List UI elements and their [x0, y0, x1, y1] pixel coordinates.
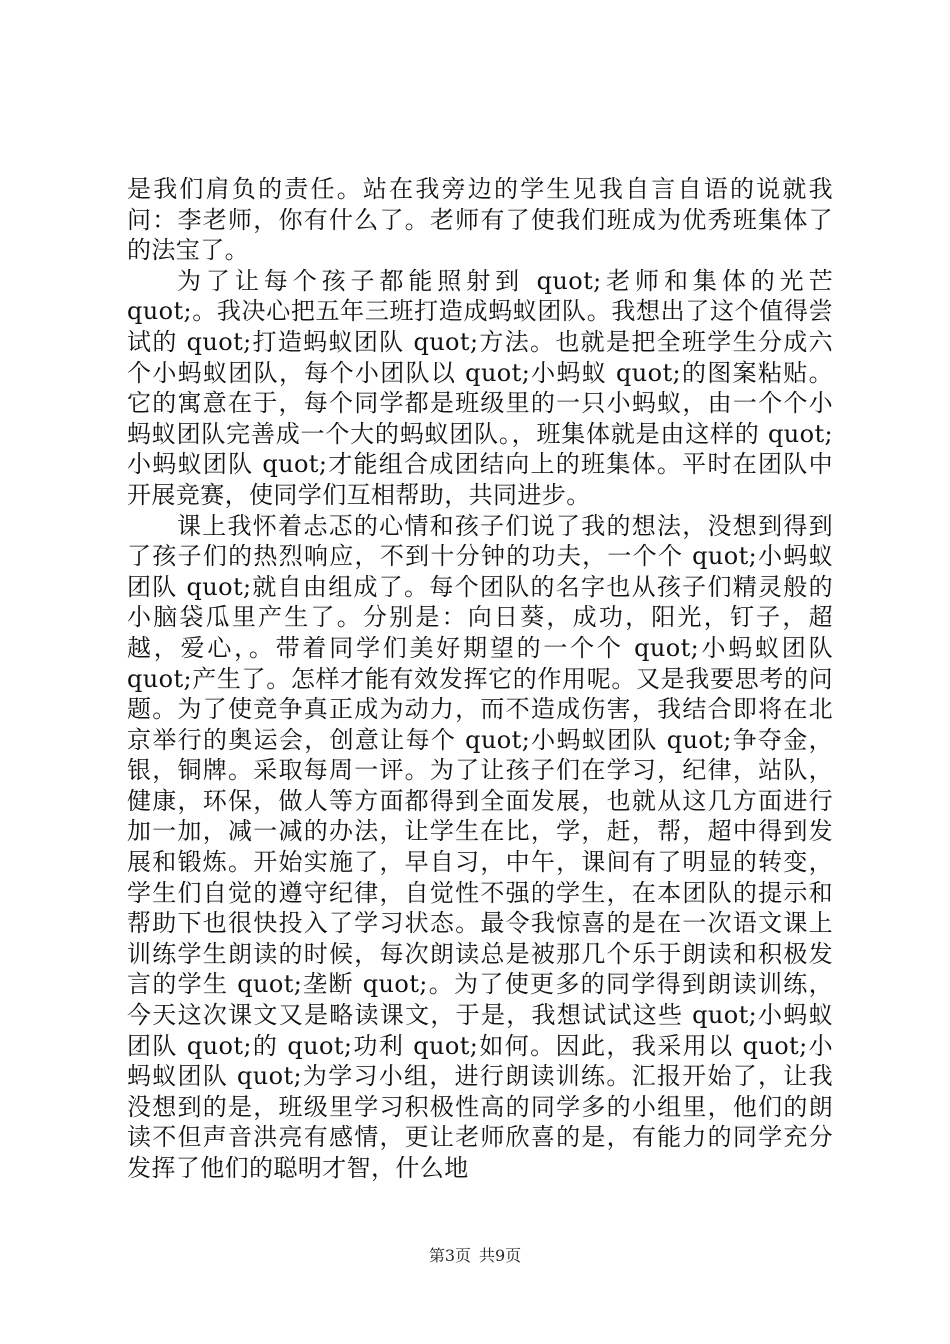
paragraph-ant-team-plan: 为了让每个孩子都能照射到 quot;老师和集体的光芒 quot;。我决心把五年三班打造成蚂蚁团队。我想出了这个值得尝试的 quot;打造蚂蚁团队 quot;方法。也就是把全班学生分成六个小蚂蚁团队，每个小团队以 quot;小蚂蚁 quot;的图案粘贴。它的寓意在于，每个同学都是班级里的一只小蚂蚁，由一个个小蚂蚁团队完善成一个大的蚂蚁团队。，班集体就是由这样的 quot;小蚂蚁团队 quot;才能组合成团结向上的班集体。平时在团队中开展竞赛，使同学们互相帮助，共同进步。 — [127, 266, 833, 509]
paragraph-continued: 是我们肩负的责任。站在我旁边的学生见我自言自语的说就我问：李老师，你有什么了。老师有了使我们班成为优秀班集体了的法宝了。 — [127, 175, 833, 265]
page-number-total: 共9页 — [479, 1246, 522, 1265]
page-footer — [0, 1243, 950, 1266]
paragraph-class-implementation: 课上我怀着忐忑的心情和孩子们说了我的想法，没想到得到了孩子们的热烈响应，不到十分钟的功夫，一个个 quot;小蚂蚁团队 quot;就自由组成了。每个团队的名字也从孩子们精灵般的小脑袋瓜里产生了。分别是：向日葵，成功，阳光，钉子，超越，爱心，。带着同学们美好期望的一个个 quot;小蚂蚁团队 quot;产生了。怎样才能有效发挥它的作用呢。又是我要思考的问题。为了使竞争真正成为动力，而不造成伤害，我结合即将在北京举行的奥运会，创意让每个 quot;小蚂蚁团队 quot;争夺金，银，铜牌。采取每周一评。为了让孩子们在学习，纪律，站队，健康，环保，做人等方面都得到全面发展，也就从这几方面进行加一加，减一减的办法，让学生在比，学，赶，帮，超中得到发展和锻炼。开始实施了，早自习，中午，课间有了明显的转变，学生们自觉的遵守纪律，自觉性不强的学生，在本团队的提示和帮助下也很快投入了学习状态。最令我惊喜的是在一次语文课上训练学生朗读的时候，每次朗读总是被那几个乐于朗读和积极发言的学生 quot;垄断 quot;。为了使更多的同学得到朗读训练，今天这次课文又是略读课文，于是，我想试试这些 quot;小蚂蚁团队 quot;的 quot;功利 quot;如何。因此，我采用以 quot;小蚂蚁团队 quot;为学习小组，进行朗读训练。汇报开始了，让我没想到的是，班级里学习积极性高的同学多的小组里，他们的朗读不但声音洪亮有感情，更让老师欣喜的是，有能力的同学充分发挥了他们的聪明才智，什么地 — [127, 511, 833, 1182]
document-body — [127, 174, 833, 1184]
page-number-current: 第3页 — [428, 1246, 471, 1265]
